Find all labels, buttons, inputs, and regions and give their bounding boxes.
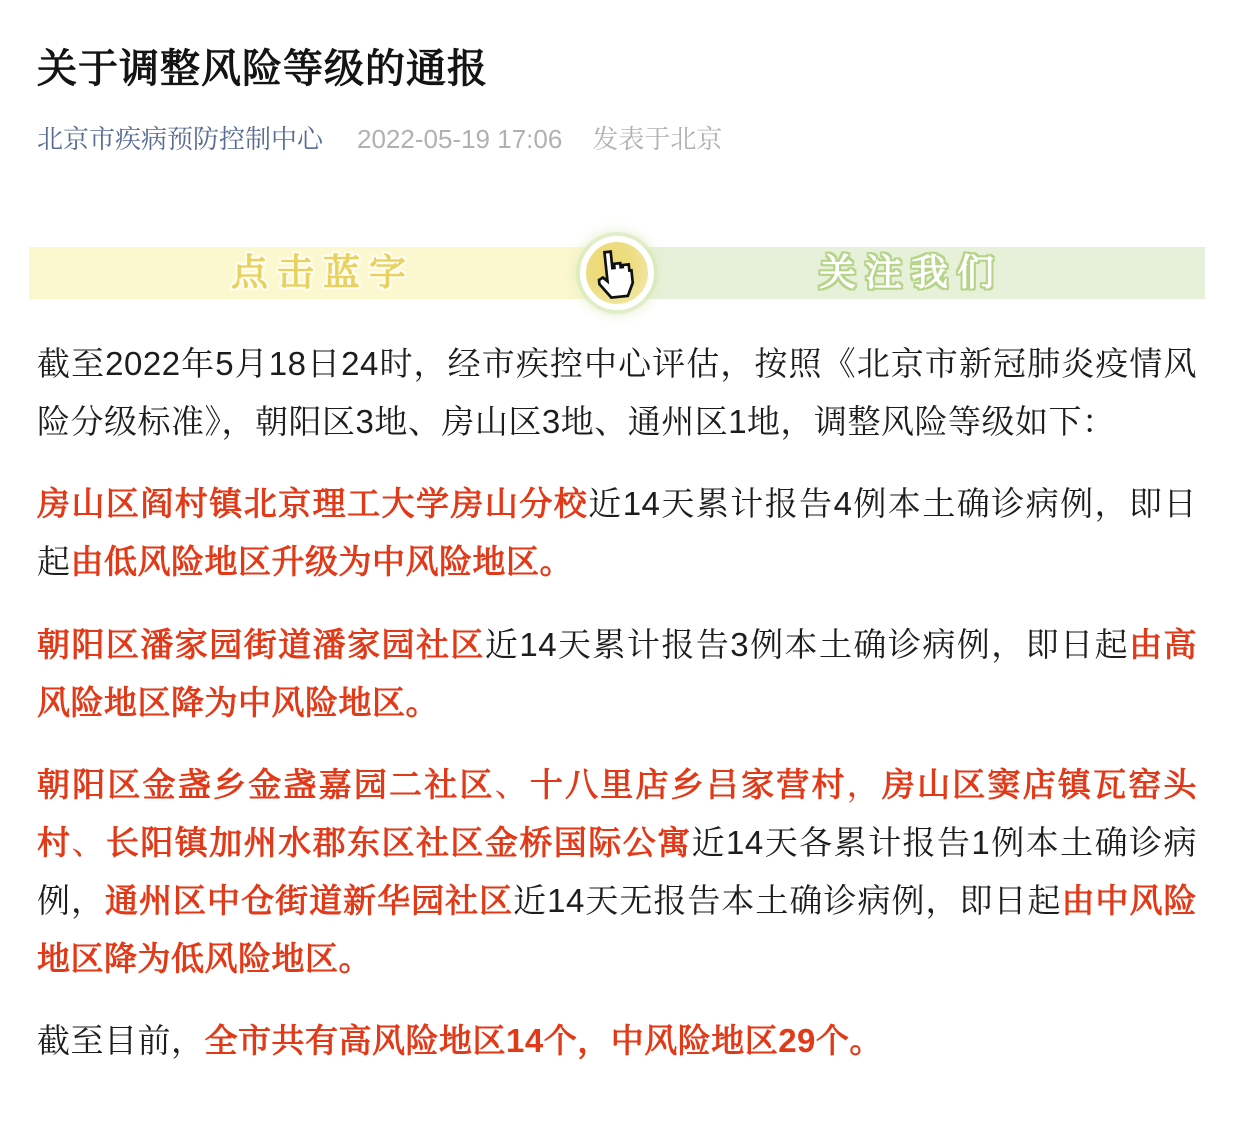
- text-segment: 长阳镇加州水郡东区社区金桥国际公寓: [105, 824, 692, 862]
- text-segment: 由中风险地区降为低风险地区。: [37, 881, 1198, 977]
- text-segment: ，: [846, 766, 882, 804]
- hand-cursor-icon: [589, 247, 642, 304]
- paragraph: [37, 756, 1197, 987]
- article-body: [37, 335, 1197, 1070]
- text-segment: 近14天无报告本土确诊病例，即日起: [513, 881, 1062, 919]
- text-segment: 十八里店乡吕家营村: [529, 766, 847, 804]
- banner-left-label: 点击蓝字: [231, 252, 415, 294]
- banner-right-panel: [617, 247, 1205, 299]
- text-segment: 通州区中仓街道新华园社区: [105, 881, 514, 919]
- banner-center-badge: [580, 236, 654, 310]
- article-title: 关于调整风险等级的通报: [37, 47, 488, 91]
- paragraph: [37, 475, 1197, 591]
- text-segment: 、: [71, 824, 106, 862]
- publish-location: 发表于北京: [592, 124, 723, 154]
- text-segment: 截至目前，: [37, 1022, 205, 1060]
- author-account-link[interactable]: 北京市疾病预防控制中心: [37, 124, 324, 154]
- follow-banner: [29, 247, 1205, 299]
- text-segment: 房山区阎村镇北京理工大学房山分校: [37, 485, 589, 523]
- text-segment: 截至2022年5月18日24时，经市疾控中心评估，按照《北京市新冠肺炎疫情风险分级标准》，朝阳区3地、房山区3地、通州区1地，调整风险等级如下：: [37, 344, 1197, 440]
- byline: [37, 123, 1197, 157]
- banner-right-label: 关注我们: [819, 252, 1003, 294]
- paragraph: [37, 335, 1197, 451]
- text-segment: 房山区窦店镇瓦窑头村: [37, 766, 1197, 862]
- text-segment: 朝阳区金盏乡金盏嘉园二社区: [37, 766, 495, 804]
- text-segment: 近14天累计报告4例本土确诊病例，即日起: [37, 485, 1198, 581]
- paragraph: [37, 1012, 1197, 1070]
- publish-timestamp: 2022-05-19 17:06: [357, 124, 563, 154]
- text-segment: 近14天累计报告3例本土确诊病例，即日起: [484, 625, 1130, 663]
- text-segment: 由低风险地区升级为中风险地区。: [70, 543, 573, 581]
- text-segment: 朝阳区潘家园街道潘家园社区: [37, 625, 485, 663]
- text-segment: 全市共有高风险地区14个，中风险地区29个。: [204, 1022, 883, 1060]
- text-segment: 由高风险地区降为中风险地区。: [37, 625, 1198, 721]
- paragraph: [37, 616, 1197, 732]
- banner-left-panel: [29, 247, 617, 299]
- text-segment: 近14天各累计报告1例本土确诊病例，: [37, 824, 1198, 919]
- text-segment: 、: [494, 766, 530, 804]
